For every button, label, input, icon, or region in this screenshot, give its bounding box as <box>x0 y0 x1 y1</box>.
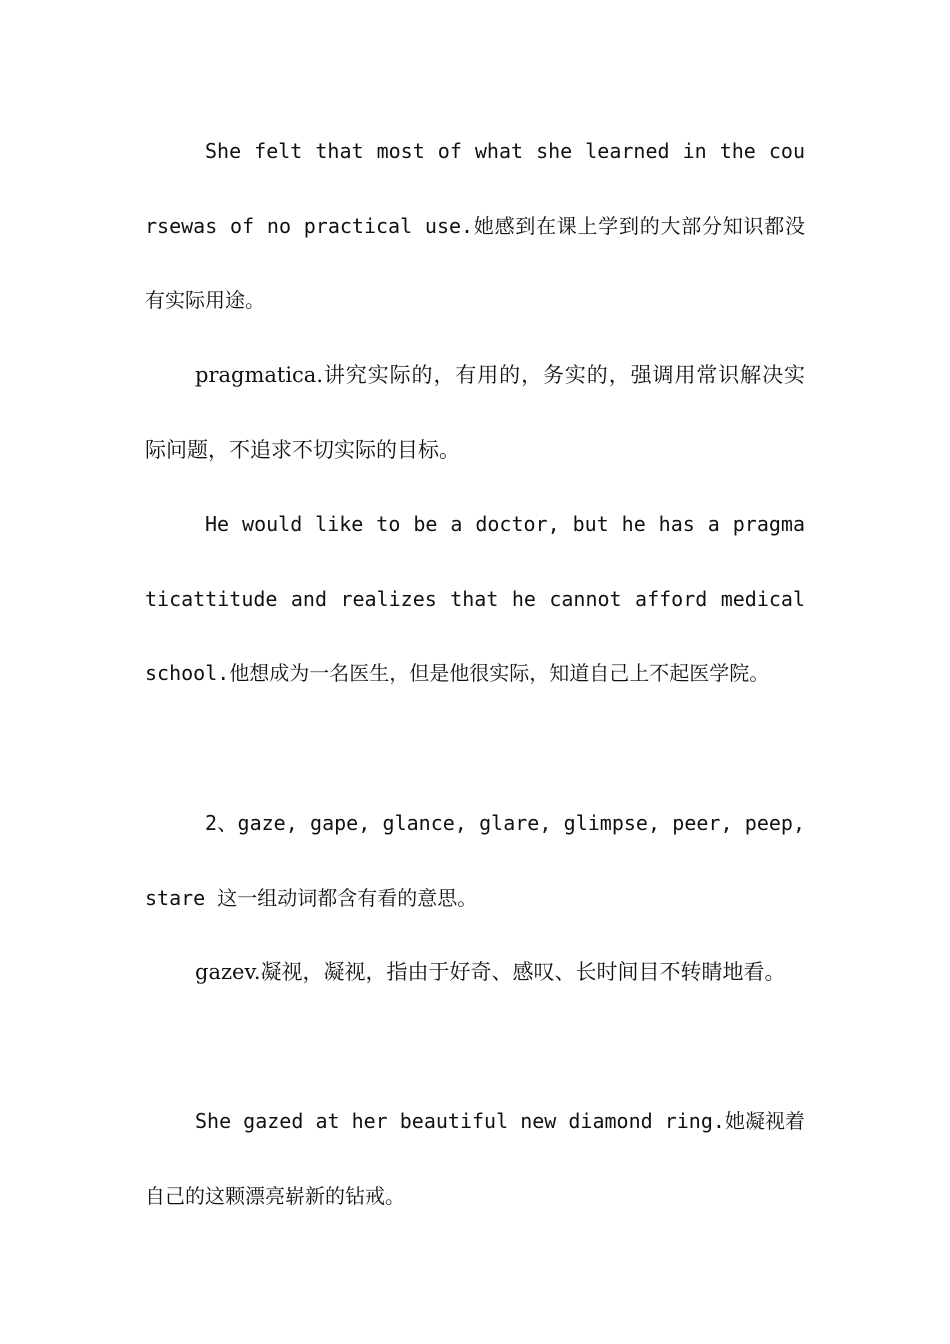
paragraph-look-verbs-list: 2、gaze, gape, glance, glare, glimpse, peer, peep,stare 这一组动词都含有看的意思。 <box>145 811 805 910</box>
paragraph-course-practical-use: She felt that most of what she learned in the coursewas of no practical use.她感到在课上学到的大部分知识都没有实际用途。 <box>145 139 805 312</box>
paragraph-diamond-ring-example: She gazed at her beautiful new diamond ring.她凝视着自己的这颗漂亮崭新的钻戒。 <box>145 1109 805 1208</box>
paragraph-gaze-definition: gazev.凝视，凝视，指由于好奇、感叹、长时间目不转睛地看。 <box>195 960 786 984</box>
paragraph-pragmatic-definition: pragmatica.讲究实际的，有用的，务实的，强调用常识解决实际问题，不追求不切实际的目标。 <box>145 363 805 462</box>
paragraph-doctor-example: He would like to be a doctor, but he has a pragmaticattitude and realizes that he cannot afford medical school.他想成为一名医生，但是他很实际，知道自己上不起医学院。 <box>145 512 805 685</box>
